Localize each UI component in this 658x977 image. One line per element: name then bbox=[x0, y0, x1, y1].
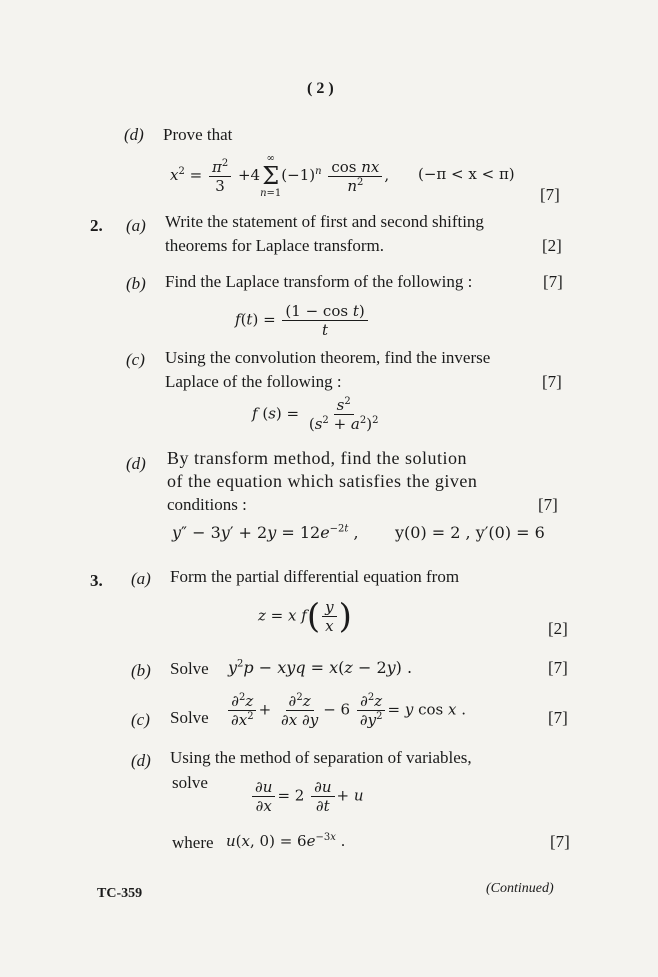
q2d-marks: [7] bbox=[538, 495, 558, 514]
q2a-line2: theorems for Laplace transform. bbox=[165, 236, 385, 255]
q2b-label: (b) bbox=[126, 274, 146, 293]
q3d-condition: u(x, $0) = 6e^{-3x}$ . bbox=[226, 832, 346, 850]
q3d-line1: Using the method of separation of variables, bbox=[170, 748, 472, 767]
q3c-text: Solve bbox=[170, 708, 209, 727]
q2-number: 2. bbox=[90, 216, 103, 235]
q3c-equation: $\frac{\partial^2z}{\partial x^2}$ + $\frac{\partial^2z}{\partial x \partial y}$ − 6 $\frac{\partial^2z}{\partial y^2}$ = y cos x . bbox=[226, 692, 466, 729]
footer-continued: (Continued) bbox=[486, 881, 554, 896]
q1d-marks: [7] bbox=[540, 185, 560, 204]
q3a-marks: [2] bbox=[548, 619, 568, 638]
q3a-equation: z = x f( $\frac{y}{x}$ ) bbox=[258, 596, 352, 637]
q2d-line2: of the equation which satisfies the given bbox=[167, 471, 478, 491]
q2c-equation: f (s) = $\frac{s^2}{(s^2 + a^2)^2}$ bbox=[252, 396, 379, 433]
q2d-equation: $y'' - 3y' + 2y = 12e^{-2t}$ , bbox=[172, 523, 359, 542]
q2a-marks: [2] bbox=[542, 236, 562, 255]
q3b-equation: $y^2p$ − xyq = x(z − 2y) . bbox=[228, 658, 413, 677]
q3a-text: Form the partial differential equation from bbox=[170, 567, 460, 586]
q1d-text: Prove that bbox=[163, 125, 233, 144]
q2c-marks: [7] bbox=[542, 372, 562, 391]
q2b-text: Find the Laplace transform of the following : bbox=[165, 272, 473, 291]
q2c-label: (c) bbox=[126, 350, 145, 369]
q3c-marks: [7] bbox=[548, 708, 568, 727]
q2d-conditions: y(0) = 2 , y′(0) = 6 bbox=[395, 523, 545, 542]
page-number: ( 2 ) bbox=[307, 80, 334, 97]
footer-code: TC-359 bbox=[97, 886, 143, 901]
q2a-line1: Write the statement of first and second shifting bbox=[165, 212, 484, 231]
q3d-marks: [7] bbox=[550, 832, 570, 851]
q2c-line2: Laplace of the following : bbox=[165, 372, 342, 391]
q2b-marks: [7] bbox=[543, 272, 563, 291]
q1d-equation: $x^2$ = $\frac{\pi^2}{3}$ +4 ∞ Σ n=1 $(-1)^n$ $\frac{\text{cos nx}}{n^2}$ , bbox=[170, 153, 390, 199]
q1d-condition: (−π < x < π) bbox=[418, 165, 515, 183]
q2a-label: (a) bbox=[126, 216, 146, 235]
q3d-where: where bbox=[172, 833, 214, 852]
q3-number: 3. bbox=[90, 571, 103, 590]
q3b-text: Solve bbox=[170, 659, 209, 678]
q3d-equation: $\frac{\partial u}{\partial x}$ = 2 $\frac{\partial u}{\partial t}$ + u bbox=[250, 778, 364, 815]
q2d-line3: conditions : bbox=[167, 495, 247, 514]
q2d-line1: By transform method, find the solution bbox=[167, 448, 467, 468]
q3b-label: (b) bbox=[131, 661, 151, 680]
q3a-label: (a) bbox=[131, 569, 151, 588]
q3d-label: (d) bbox=[131, 751, 151, 770]
q2b-equation: f(t) = $\frac{\text{(1 − cos t)}}{t}$ bbox=[235, 302, 370, 339]
q2c-line1: Using the convolution theorem, find the inverse bbox=[165, 348, 491, 367]
q2d-label: (d) bbox=[126, 454, 146, 473]
q1d-label: (d) bbox=[124, 125, 144, 144]
q3c-label: (c) bbox=[131, 710, 150, 729]
q3d-line2: solve bbox=[172, 773, 208, 792]
q3b-marks: [7] bbox=[548, 658, 568, 677]
